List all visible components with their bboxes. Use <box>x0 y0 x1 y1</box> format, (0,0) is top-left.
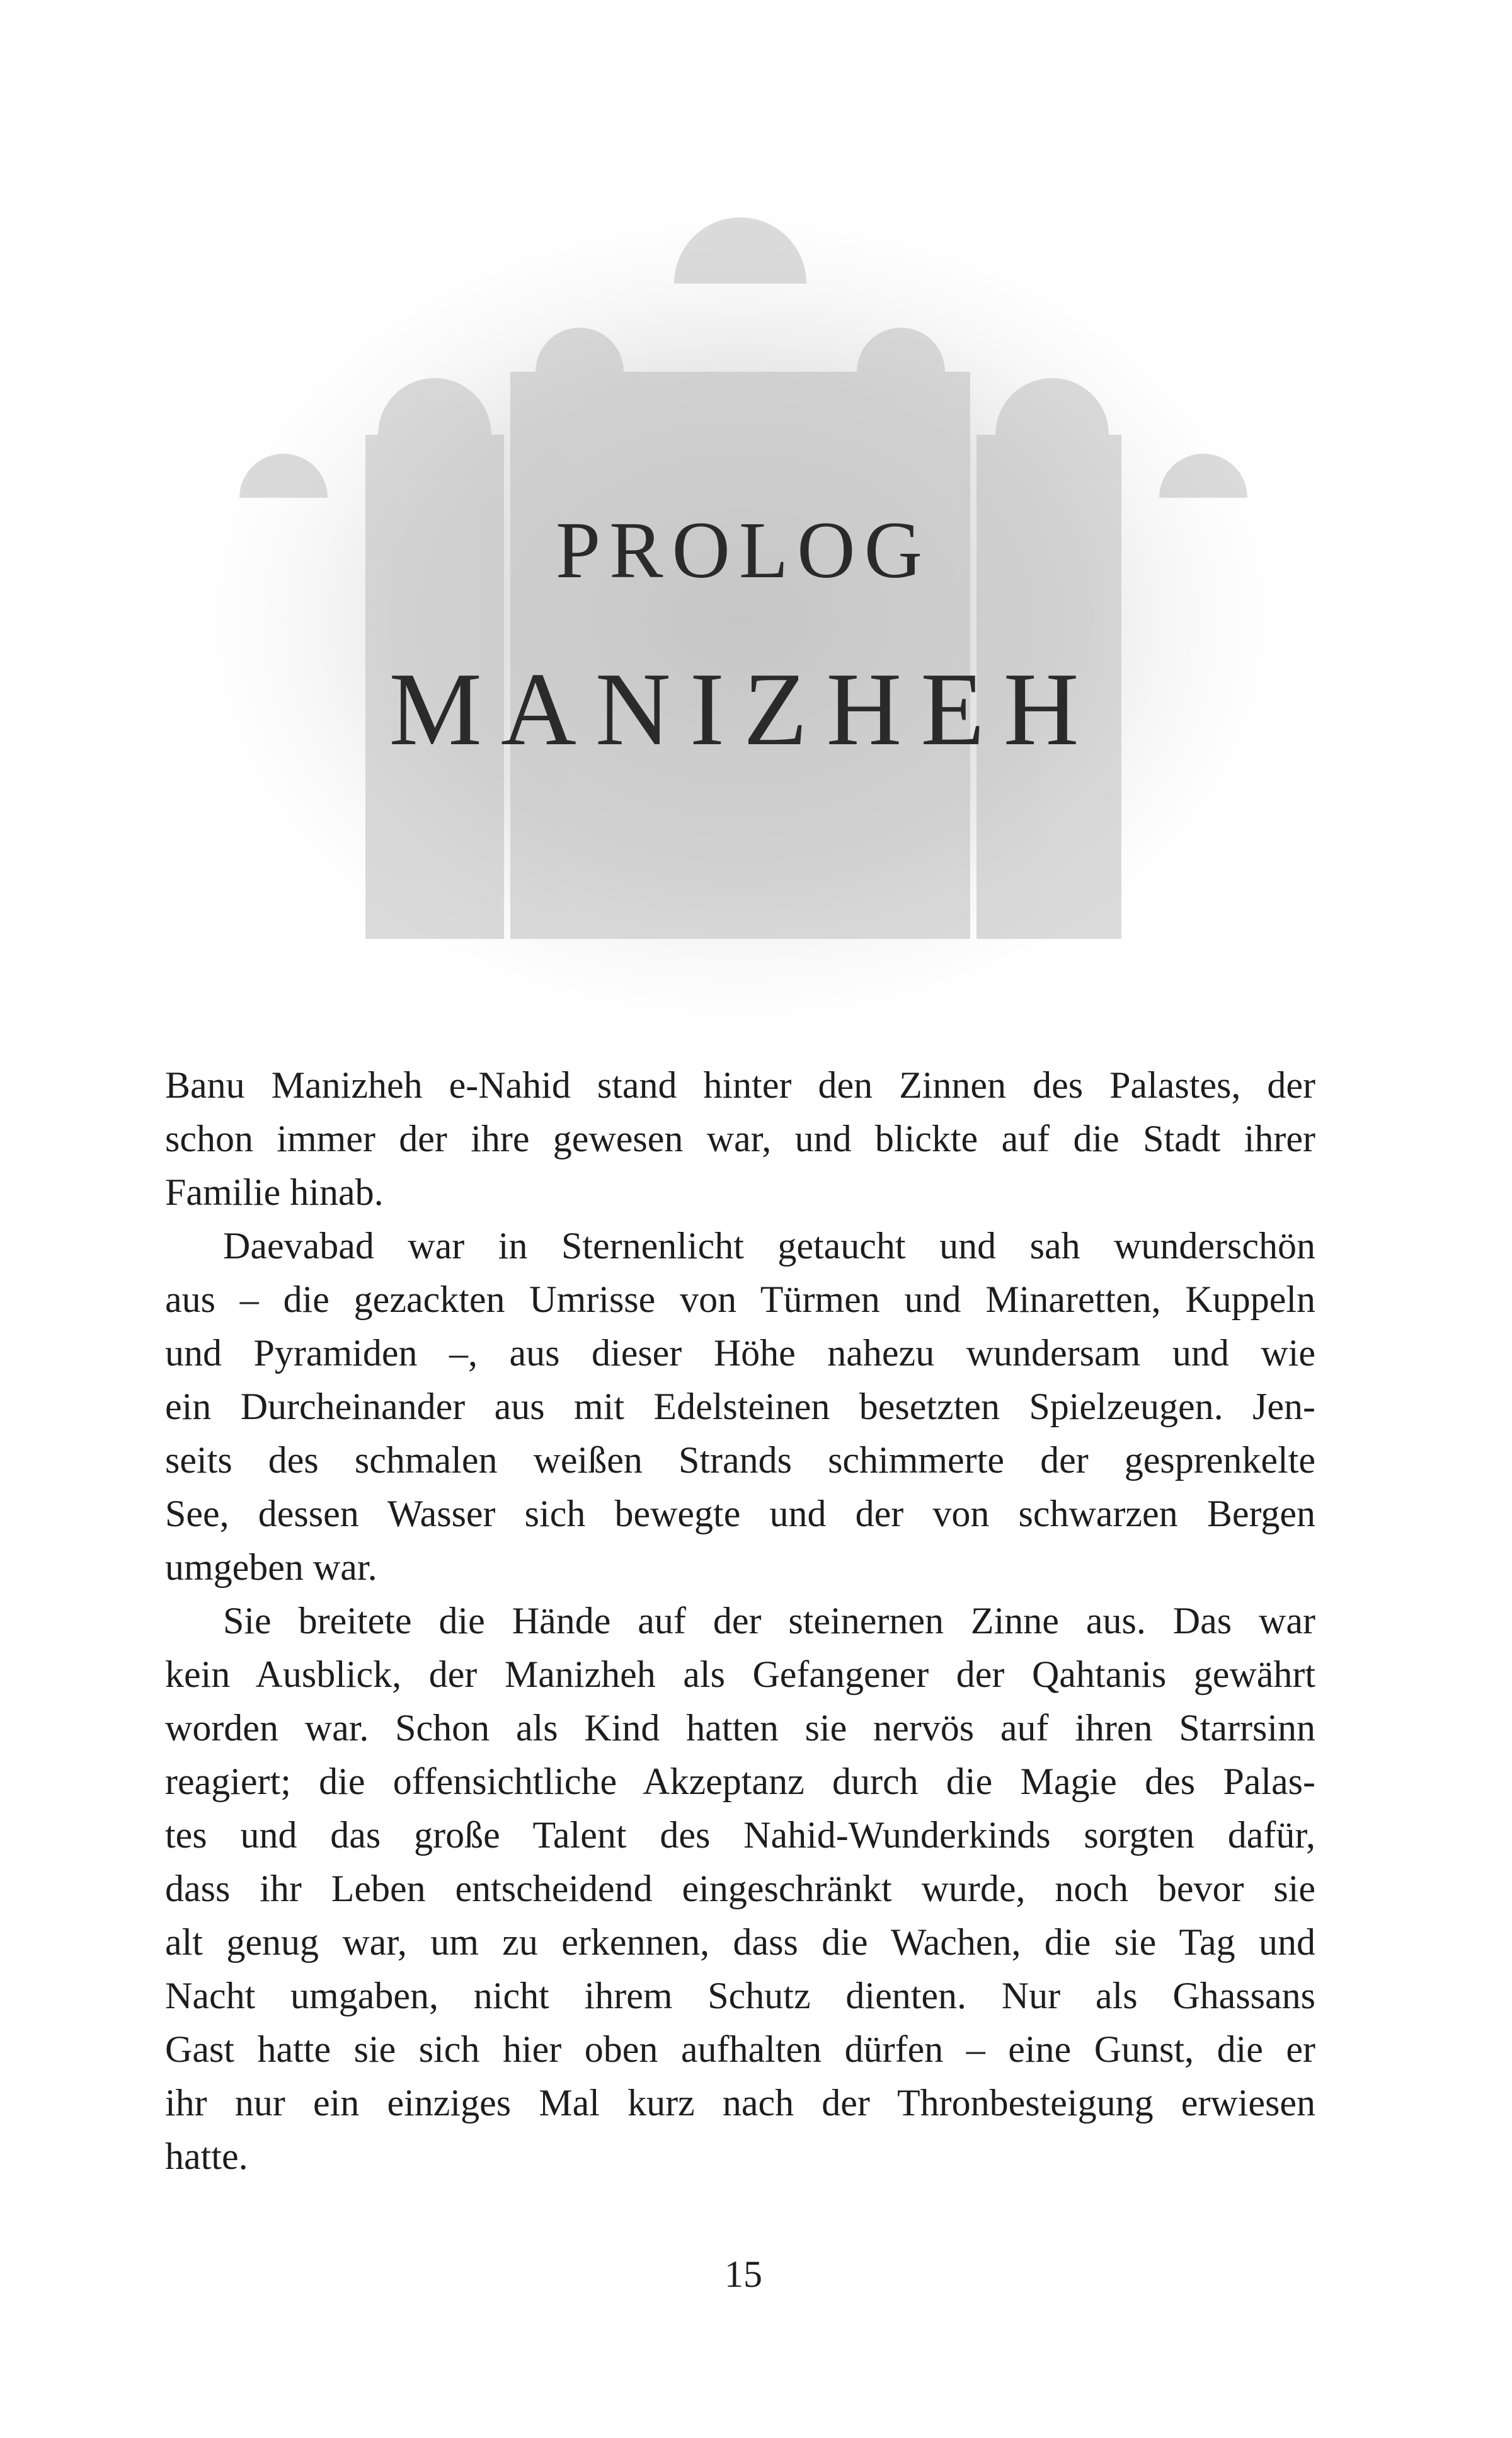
text-line: und Pyramiden –, aus dieser Höhe nahezu wundersam und wie <box>165 1332 1315 1374</box>
text-line: ihr nur ein einziges Mal kurz nach der Thronbesteigung erwiesen <box>165 2082 1315 2124</box>
text-line: umgeben war. <box>165 1546 377 1588</box>
text-line: reagiert; die offensichtliche Akzeptanz durch die Magie des Palas- <box>165 1761 1315 1802</box>
paragraph <box>165 1219 1315 1594</box>
text-line: alt genug war, um zu erkennen, dass die Wachen, die sie Tag und <box>165 1921 1315 1963</box>
text-line: kein Ausblick, der Manizheh als Gefangener der Qahtanis gewährt <box>165 1653 1315 1695</box>
text-line: See, dessen Wasser sich bewegte und der von schwarzen Bergen <box>165 1493 1315 1534</box>
text-line: Daevabad war in Sternenlicht getaucht und sah wunderschön <box>223 1225 1315 1267</box>
chapter-label: PROLOG <box>555 505 932 595</box>
text-line: Familie hinab. <box>165 1171 384 1213</box>
body-text <box>165 1059 1315 2183</box>
text-line: hatte. <box>165 2136 248 2177</box>
text-line: dass ihr Leben entscheidend eingeschränkt wurde, noch bevor sie <box>165 1868 1315 1909</box>
text-line: schon immer der ihre gewesen war, und blickte auf die Stadt ihrer <box>165 1118 1315 1159</box>
text-line: aus – die gezackten Umrisse von Türmen und Minaretten, Kuppeln <box>165 1279 1315 1320</box>
text-line: ein Durcheinander aus mit Edelsteinen besetzten Spielzeugen. Jen- <box>165 1386 1315 1427</box>
text-line: Nacht umgaben, nicht ihrem Schutz dienten. Nur als Ghassans <box>165 1975 1315 2016</box>
text-line: Sie breitete die Hände auf der steinernen Zinne aus. Das war <box>223 1600 1315 1642</box>
text-line: Gast hatte sie sich hier oben aufhalten dürfen – eine Gunst, die er <box>165 2028 1315 2070</box>
text-line: Banu Manizheh e-Nahid stand hinter den Zinnen des Palastes, der <box>165 1064 1315 1106</box>
chapter-title: MANIZHEH <box>389 651 1098 767</box>
text-line: seits des schmalen weißen Strands schimmerte der gesprenkelte <box>165 1439 1315 1481</box>
paragraph <box>165 1594 1315 2183</box>
page-number: 15 <box>724 2253 762 2295</box>
palace-illustration <box>158 208 1323 1059</box>
text-line: tes und das große Talent des Nahid-Wunderkinds sorgten dafür, <box>165 1814 1315 1856</box>
paragraph <box>165 1059 1315 1219</box>
text-line: worden war. Schon als Kind hatten sie nervös auf ihren Starrsinn <box>165 1707 1315 1749</box>
